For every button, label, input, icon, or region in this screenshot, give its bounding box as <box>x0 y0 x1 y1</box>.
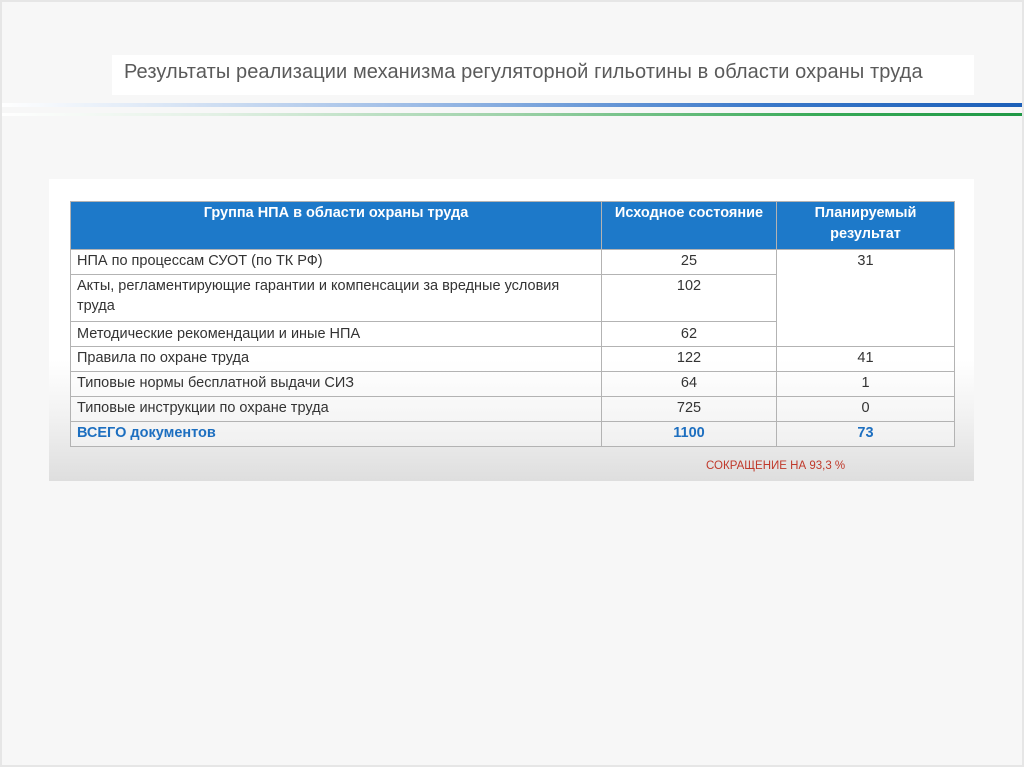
slide-title: Результаты реализации механизма регуляторной гильотины в области охраны труда <box>124 61 923 83</box>
row-initial: 122 <box>602 347 777 372</box>
table-total-row <box>71 422 955 447</box>
row-group: Методические рекомендации и иные НПА <box>71 322 602 347</box>
row-planned: 1 <box>777 372 955 397</box>
row-initial: 725 <box>602 397 777 422</box>
row-planned: 41 <box>777 347 955 372</box>
total-initial: 1100 <box>602 422 777 447</box>
row-planned: 0 <box>777 397 955 422</box>
row-group: Типовые инструкции по охране труда <box>71 397 602 422</box>
table-row <box>71 250 955 275</box>
npa-table <box>70 201 955 447</box>
row-initial: 62 <box>602 322 777 347</box>
row-planned-merged: 31 <box>777 250 955 347</box>
header-group: Группа НПА в области охраны труда <box>71 202 602 250</box>
table-row <box>71 347 955 372</box>
row-group: Акты, регламентирующие гарантии и компенсации за вредные условия труда <box>71 275 602 322</box>
row-group: Типовые нормы бесплатной выдачи СИЗ <box>71 372 602 397</box>
divider-blue <box>2 103 1022 107</box>
table-row <box>71 397 955 422</box>
table-panel <box>49 179 974 481</box>
header-initial: Исходное состояние <box>602 202 777 250</box>
divider-green <box>2 113 1022 116</box>
slide <box>2 2 1022 765</box>
row-group: НПА по процессам СУОТ (по ТК РФ) <box>71 250 602 275</box>
row-initial: 64 <box>602 372 777 397</box>
header-planned: Планируемый результат <box>777 202 955 250</box>
table-header-row <box>71 202 955 250</box>
reduction-note: СОКРАЩЕНИЕ НА 93,3 % <box>706 460 846 472</box>
row-initial: 25 <box>602 250 777 275</box>
table-row <box>71 372 955 397</box>
title-band <box>112 55 974 95</box>
row-group: Правила по охране труда <box>71 347 602 372</box>
row-initial: 102 <box>602 275 777 322</box>
total-label: ВСЕГО документов <box>71 422 602 447</box>
total-planned: 73 <box>777 422 955 447</box>
